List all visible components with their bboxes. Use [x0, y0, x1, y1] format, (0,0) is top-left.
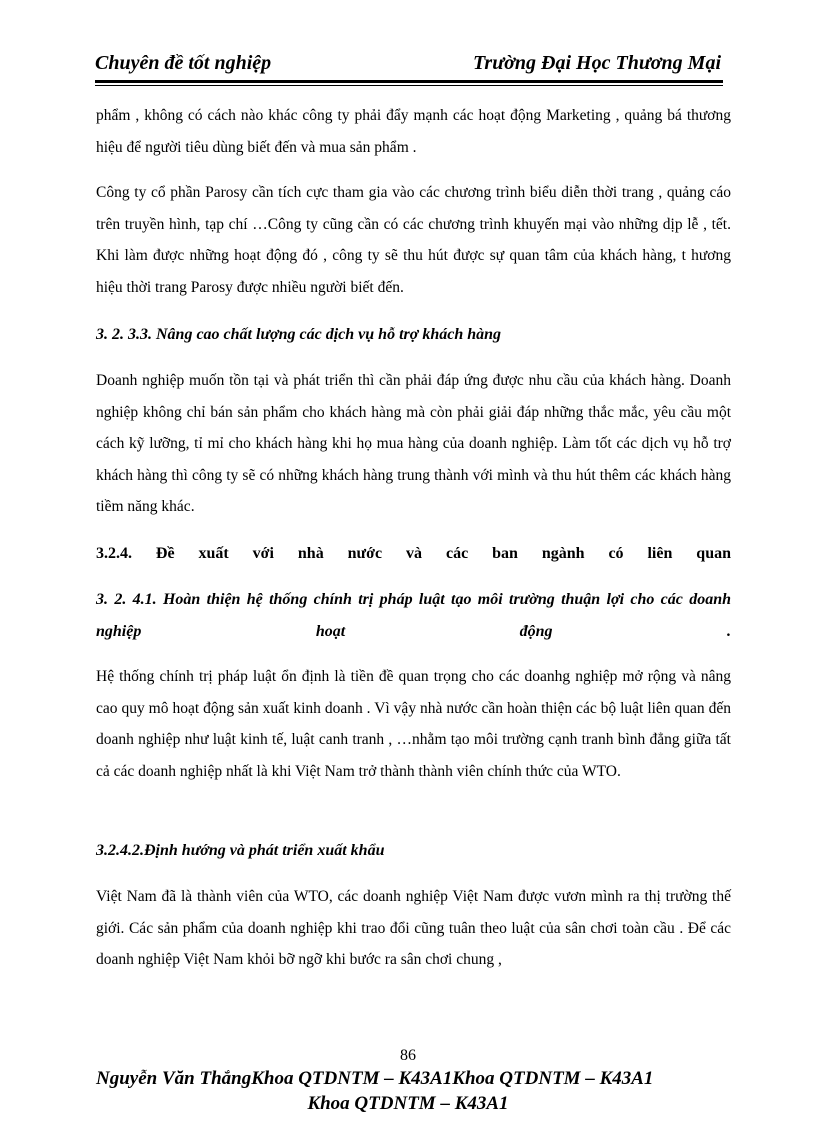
paragraph-4: Hệ thống chính trị pháp luật ổn định là tiền đề quan trọng cho các doanhg nghiệp mở rộng và nâng cao quy mô hoạt động sản xuất kinh doanh . Vì vậy nhà nước cần hoàn thiện các bộ luật liên quan đến doanh nghiệp như luật kinh tế, luật canh tranh , …nhằm tạo môi trường cạnh tranh bình đẳng giữa tất cả các doanh nghiệp nhất là khi Việt Nam trở thành thành viên chính thức của WTO. — [96, 668, 731, 780]
paragraph-3: Doanh nghiệp muốn tồn tại và phát triển thì cần phải đáp ứng được nhu cầu của khách hàng. Doanh nghiệp không chỉ bán sản phẩm cho khách hàng mà còn phải giải đáp những thắc mắc, yêu cầu một cách kỹ lưỡng, tỉ mỉ cho khách hàng khi họ mua hàng của doanh nghiệp. Làm tốt các dịch vụ hỗ trợ khách hàng thì công ty sẽ có những khách hàng trung thành với mình và thu hút thêm các khách hàng tiềm năng khác. — [96, 372, 731, 515]
heading-3-2-4: 3.2.4. Đề xuất với nhà nước và các ban ngành có liên quan — [96, 545, 731, 562]
page-number: 86 — [400, 1047, 416, 1064]
heading-3-2-3-3: 3. 2. 3.3. Nâng cao chất lượng các dịch vụ hỗ trợ khách hàng — [96, 326, 502, 343]
header-left-title: Chuyên đề tốt nghiệp — [95, 52, 272, 74]
footer-line-2: Khoa QTDNTM – K43A1 — [307, 1093, 509, 1114]
header-rule-thin — [95, 85, 723, 86]
paragraph-1: phẩm , không có cách nào khác công ty phải đẩy mạnh các hoạt động Marketing , quảng bá thương hiệu để người tiêu dùng biết đến và mua sản phẩm . — [96, 107, 731, 156]
paragraph-5: Việt Nam đã là thành viên của WTO, các doanh nghiệp Việt Nam được vươn mình ra thị trường thế giới. Các sản phẩm của doanh nghiệp khi trao đổi cũng tuân theo luật của sân chơi toàn cầu . Để các doanh nghiệp Việt Nam khỏi bỡ ngỡ khi bước ra sân chơi chung , — [96, 888, 731, 968]
header-rule-thick — [95, 80, 723, 83]
paragraph-2: Công ty cổ phần Parosy cần tích cực tham gia vào các chương trình biểu diễn thời trang , quảng cáo trên truyền hình, tạp chí …Công ty cũng cần có các chương trình khuyến mại vào những dịp lễ , tết. Khi làm được những hoạt động đó , công ty sẽ thu hút được sự quan tâm của khách hàng, t hương hiệu thời trang Parosy được nhiều người biết đến. — [96, 184, 731, 296]
heading-3-2-4-1: 3. 2. 4.1. Hoàn thiện hệ thống chính trị pháp luật tạo môi trường thuận lợi cho các doanh nghiệp hoạt động . — [96, 591, 731, 640]
heading-3-2-4-2: 3.2.4.2.Định hướng và phát triển xuất khẩu — [96, 842, 385, 859]
footer-line-1: Nguyễn Văn ThắngKhoa QTDNTM – K43A1Khoa QTDNTM – K43A1 — [96, 1068, 654, 1089]
header-right-title: Trường Đại Học Thương Mại — [472, 52, 721, 74]
